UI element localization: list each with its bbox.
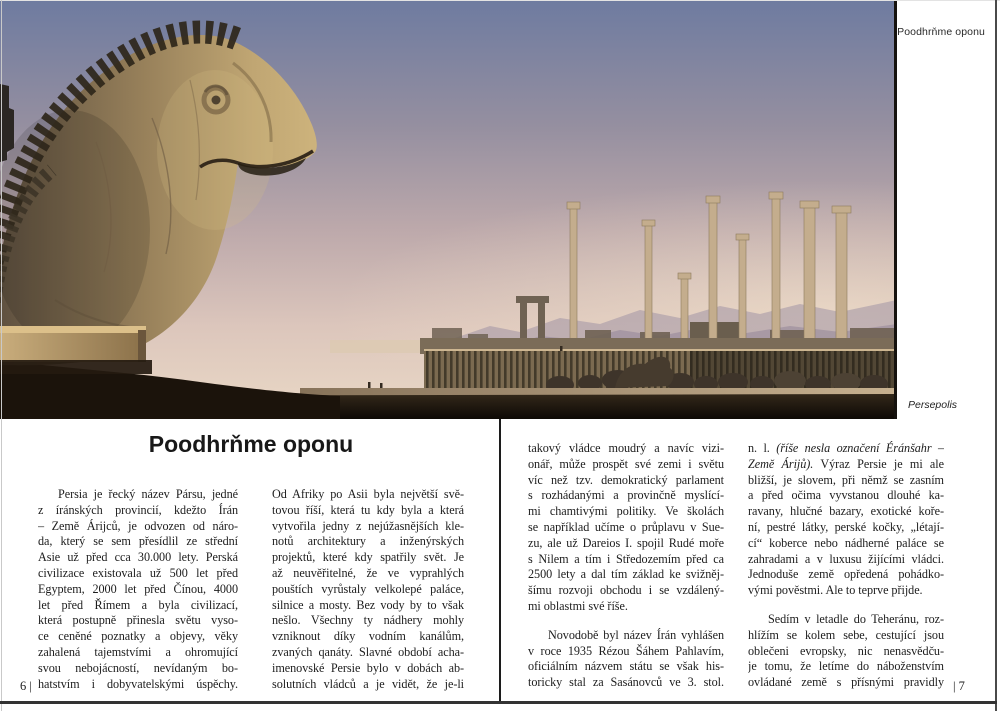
text-line: Egyptem, 2000 let před Čínou, 4000 — [38, 581, 238, 596]
text-line: da, který se sem přesídlil ze střední — [38, 534, 238, 549]
text-line: je tomu, že letíme do náboženstvím — [748, 659, 944, 674]
text-line: let před Římem a byla civilizací, — [38, 597, 238, 612]
text-line: silnice a mosty. Bez vody by to však — [272, 597, 464, 612]
text-line: projektů, které kdy spatřily svět. Je — [272, 550, 464, 565]
text-line: cí“ koberce nebo nádherné paláce se — [748, 535, 944, 550]
right-page-column-1 — [528, 441, 724, 691]
text-line: vými pověstmi. Ale to teprve přijde. — [748, 583, 923, 598]
text-line: a před očima vyvstanou dlouhé ka- — [748, 488, 944, 503]
text-line: – Země Árijců, je odvozen od náro- — [38, 518, 238, 533]
scan-border-right — [995, 0, 997, 711]
text-line: Persia je řecký název Pársu, jedné — [58, 487, 238, 501]
text-line: ravany, hlučné bazary, exotické koře- — [748, 504, 944, 519]
text-line: solutních vládců a je vidět, že je-li — [272, 676, 464, 691]
text-line: šímu rozvoji obchodu i se vzdálený- — [528, 583, 724, 598]
photo-caption: Persepolis — [908, 399, 958, 411]
text-line: v roce 1935 Rézou Šáhem Pahlavím, — [528, 643, 724, 658]
text-line: Země Árijů). Výraz Persie je mi ale — [748, 456, 944, 471]
text-line: zahalená tajemstvími a ohromující — [38, 644, 238, 659]
text-line: Novodobě byl název Írán vyhlášen — [548, 627, 724, 642]
text-line: ce ceněné poznatky a objevy, věky — [38, 629, 238, 644]
text-line: toricky stal za Sasánovců ve 3. stol. — [528, 675, 724, 690]
text-line: Asie už před cca 30.000 lety. Perská — [38, 550, 238, 565]
left-page-column-2 — [272, 487, 464, 692]
text-line: Sedím v letadle do Teheránu, roz- — [768, 611, 944, 626]
text-line: zu, ale už Dareios I. spojil Rudé moře — [528, 535, 724, 550]
text-line: se například učíme o průplavu v Sue- — [528, 519, 724, 534]
text-line: vytvořila jedny z nejúžasnějších kle- — [272, 518, 464, 533]
page-number-left: 6 | — [20, 679, 32, 693]
text-line: takový vládce moudrý a navíc vizi- — [528, 441, 724, 455]
text-line: imenovské Persie bylo v dobách ab- — [272, 660, 464, 675]
text-line: 2500 lety a dal tím základ ke svižněj- — [528, 567, 724, 582]
text-line: pouštích vyrůstaly velkolepé paláce, — [272, 581, 464, 596]
text-line: ovládané země s přísnými pravidly — [748, 675, 944, 690]
chapter-title: Poodhrňme oponu — [148, 431, 354, 457]
text-line: n. l. (říše nesla označení Éránšahr – — [748, 441, 944, 455]
text-line: notů architektury a inženýrských — [272, 534, 464, 549]
text-line: svou nebojácností, nevídaným bo- — [38, 660, 238, 675]
text-line: oficiálním názvem státu se však his- — [528, 659, 724, 674]
text-line: civilizace existovala už 500 let před — [38, 565, 238, 580]
text-line: s rozhádanými a provinčně myslící- — [528, 488, 724, 503]
text-line: vzniknout díky vodním kanálům, — [272, 629, 464, 644]
text-line: která postupně přinesla světu vyso- — [38, 613, 238, 628]
text-line: hlížím se kolem sebe, cestující jsou — [748, 627, 944, 642]
text-line: z íránských provincií, kdežto Írán — [38, 502, 238, 517]
text-line: nešlo. Všechny ty nádhery mohly — [272, 613, 464, 628]
page-gutter-rule — [499, 419, 501, 701]
text-line: Jednoduše země opředená pohádko- — [748, 567, 944, 582]
text-line: ní, pestré látky, perské kočky, „létají- — [748, 519, 944, 534]
running-header: Poodhrňme oponu — [897, 26, 985, 38]
text-line: onář, může prospět své zemi i světu — [528, 456, 724, 471]
text-line: mi chamtivými politiky. Ve školách — [528, 504, 724, 519]
text-line: tovou říší, která tu kdy byla a která — [272, 502, 464, 517]
text-line: s Nilem a tím i Středozemím před ca — [528, 551, 724, 566]
text-line: zvaných qanáty. Slavné období acha- — [272, 644, 464, 659]
page-number-right: | 7 — [953, 679, 965, 693]
text-line: mi oblastmi své říše. — [528, 598, 628, 613]
scan-border-top — [0, 0, 1000, 1]
text-line: hatstvím i dobyvatelskými úspěchy. — [38, 676, 238, 691]
text-line: víc než tzv. demokratický parlament — [528, 472, 724, 487]
scan-border-bottom — [0, 701, 997, 704]
text-line: zahradami a v luxusu žijícími vládci. — [748, 551, 944, 566]
left-page-column-1 — [38, 487, 238, 692]
scan-border-left — [1, 0, 2, 711]
text-line: Od Afriky po Asii byla největší svě- — [272, 487, 464, 501]
right-page-column-2 — [748, 441, 944, 691]
text-line: až neuvěřitelné, že ve vyprahlých — [272, 565, 464, 580]
text-line: bližší, je slovem, při němž se zasním — [748, 472, 944, 487]
text-line: oblečeni evropsky, nic nenasvědču- — [748, 643, 944, 658]
